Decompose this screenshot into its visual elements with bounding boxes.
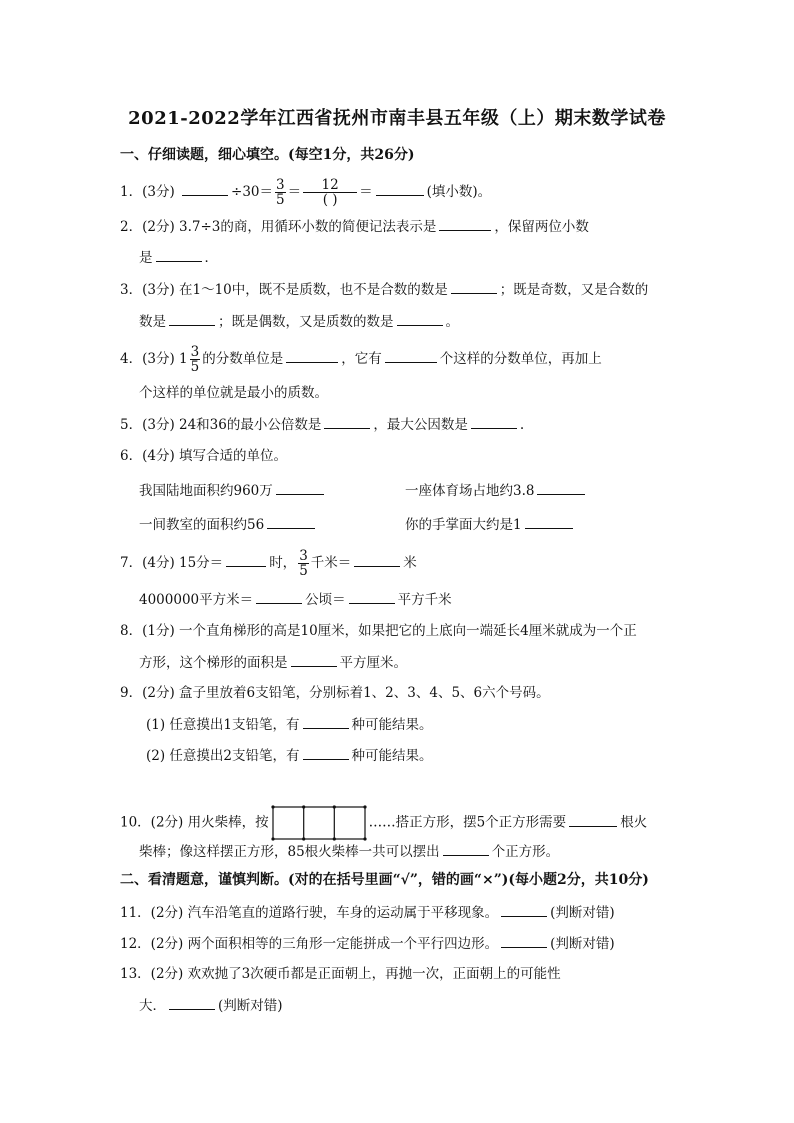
question-13: 13．(2分) 欢欢抛了3次硬币都是正面朝上，再抛一次，正面朝上的可能性: [120, 966, 561, 982]
question-8: 8．(1分) 一个直角梯形的高是10厘米，如果把它的上底向一端延长4厘米就成为一个正: [120, 623, 637, 639]
question-2-cont: 是 ．: [139, 247, 218, 268]
answer-blank[interactable]: [276, 480, 324, 495]
answer-blank[interactable]: [169, 995, 215, 1010]
fraction-3-5: $\frac{3}{5}$: [299, 548, 308, 579]
section-2-heading: 二、看清题意，谨慎判断。(对的在括号里画“√”，错的画“×”)(每小题2分，共10分): [120, 872, 649, 888]
answer-blank[interactable]: [376, 181, 424, 196]
answer-blank[interactable]: [397, 311, 443, 326]
question-10: 10．(2分) 用火柴棒，按 ……搭正方形，摆5个正方形需要 根火: [120, 805, 647, 841]
answer-blank[interactable]: [451, 279, 497, 294]
question-4: 4．(3分) 1 $\frac{3}{5}$ 的分数单位是 ，它有 个这样的分数单位，再加上: [120, 344, 602, 375]
question-3-cont: 数是 ；既是偶数，又是质数的数是 。: [139, 311, 459, 332]
question-9-part-1: (1) 任意摸出1支铅笔，有 种可能结果。: [146, 714, 433, 735]
answer-blank[interactable]: [385, 348, 437, 363]
question-2: 2．(2分) 3.7÷3的商，用循环小数的简便记法表示是 ，保留两位小数: [120, 216, 589, 237]
question-12: 12．(2分) 两个面积相等的三角形一定能拼成一个平行四边形。 (判断对错): [120, 933, 615, 954]
matchstick-squares-figure: [271, 805, 367, 841]
question-4-cont: 个这样的单位就是最小的质数。: [139, 385, 328, 401]
question-10-cont: 柴棒；像这样摆正方形，85根火柴棒一共可以摆出 个正方形。: [139, 841, 559, 862]
answer-blank[interactable]: [525, 514, 573, 529]
answer-blank[interactable]: [256, 589, 302, 604]
answer-blank[interactable]: [501, 902, 547, 917]
answer-blank[interactable]: [291, 652, 337, 667]
fraction-3-5: $\frac{3}{5}$: [190, 344, 200, 375]
question-3: 3．(3分) 在1～10中，既不是质数，也不是合数的数是 ；既是奇数，又是合数的: [120, 279, 648, 300]
answer-blank[interactable]: [349, 589, 395, 604]
answer-blank[interactable]: [324, 414, 370, 429]
answer-blank[interactable]: [303, 745, 349, 760]
question-13-cont: 大． (判断对错): [139, 995, 283, 1016]
question-6-b: 一座体育场占地约3.8: [405, 480, 588, 501]
answer-blank[interactable]: [354, 552, 400, 567]
answer-blank[interactable]: [569, 812, 617, 827]
question-1: 1．(3分) ÷30＝ $\frac{3}{5}$ ＝ $\frac{12}{( )}$ ＝ (填小数)。: [120, 177, 492, 208]
mixed-number-whole: 1: [179, 351, 188, 367]
question-6-c: 一间教室的面积约56: [139, 514, 318, 535]
question-7: 7．(4分) 15分＝ 时， $\frac{3}{5}$ 千米＝ 米: [120, 548, 417, 579]
answer-blank[interactable]: [439, 216, 491, 231]
answer-blank[interactable]: [501, 933, 547, 948]
answer-blank[interactable]: [286, 348, 338, 363]
question-8-cont: 方形，这个梯形的面积是 平方厘米。: [139, 652, 407, 673]
answer-blank[interactable]: [182, 181, 228, 196]
answer-blank[interactable]: [226, 552, 266, 567]
question-6-a: 我国陆地面积约960万: [139, 480, 327, 501]
section-1-heading: 一、仔细读题，细心填空。(每空1分，共26分): [120, 147, 415, 163]
answer-blank[interactable]: [537, 480, 585, 495]
answer-blank[interactable]: [303, 714, 349, 729]
answer-blank[interactable]: [156, 247, 202, 262]
fraction-12-blank: $\frac{12}{( )}$: [303, 178, 357, 207]
question-9: 9．(2分) 盒子里放着6支铅笔，分别标着1、2、3、4、5、6六个号码。: [120, 685, 550, 701]
answer-blank[interactable]: [443, 841, 489, 856]
question-5: 5．(3分) 24和36的最小公倍数是 ，最大公因数是 .: [120, 414, 524, 435]
fraction-3-5: $\frac{3}{5}$: [276, 177, 285, 208]
question-6: 6．(4分) 填写合适的单位。: [120, 448, 288, 464]
question-9-part-2: (2) 任意摸出2支铅笔，有 种可能结果。: [146, 745, 433, 766]
question-11: 11．(2分) 汽车沿笔直的道路行驶，车身的运动属于平移现象。 (判断对错): [120, 902, 615, 923]
answer-blank[interactable]: [471, 414, 517, 429]
question-6-d: 你的手掌面大约是1: [405, 514, 576, 535]
answer-blank[interactable]: [267, 514, 315, 529]
answer-blank[interactable]: [169, 311, 215, 326]
page-title: 2021-2022学年江西省抚州市南丰县五年级（上）期末数学试卷: [128, 108, 666, 129]
question-7-cont: 4000000平方米＝ 公顷＝ 平方千米: [139, 589, 452, 610]
